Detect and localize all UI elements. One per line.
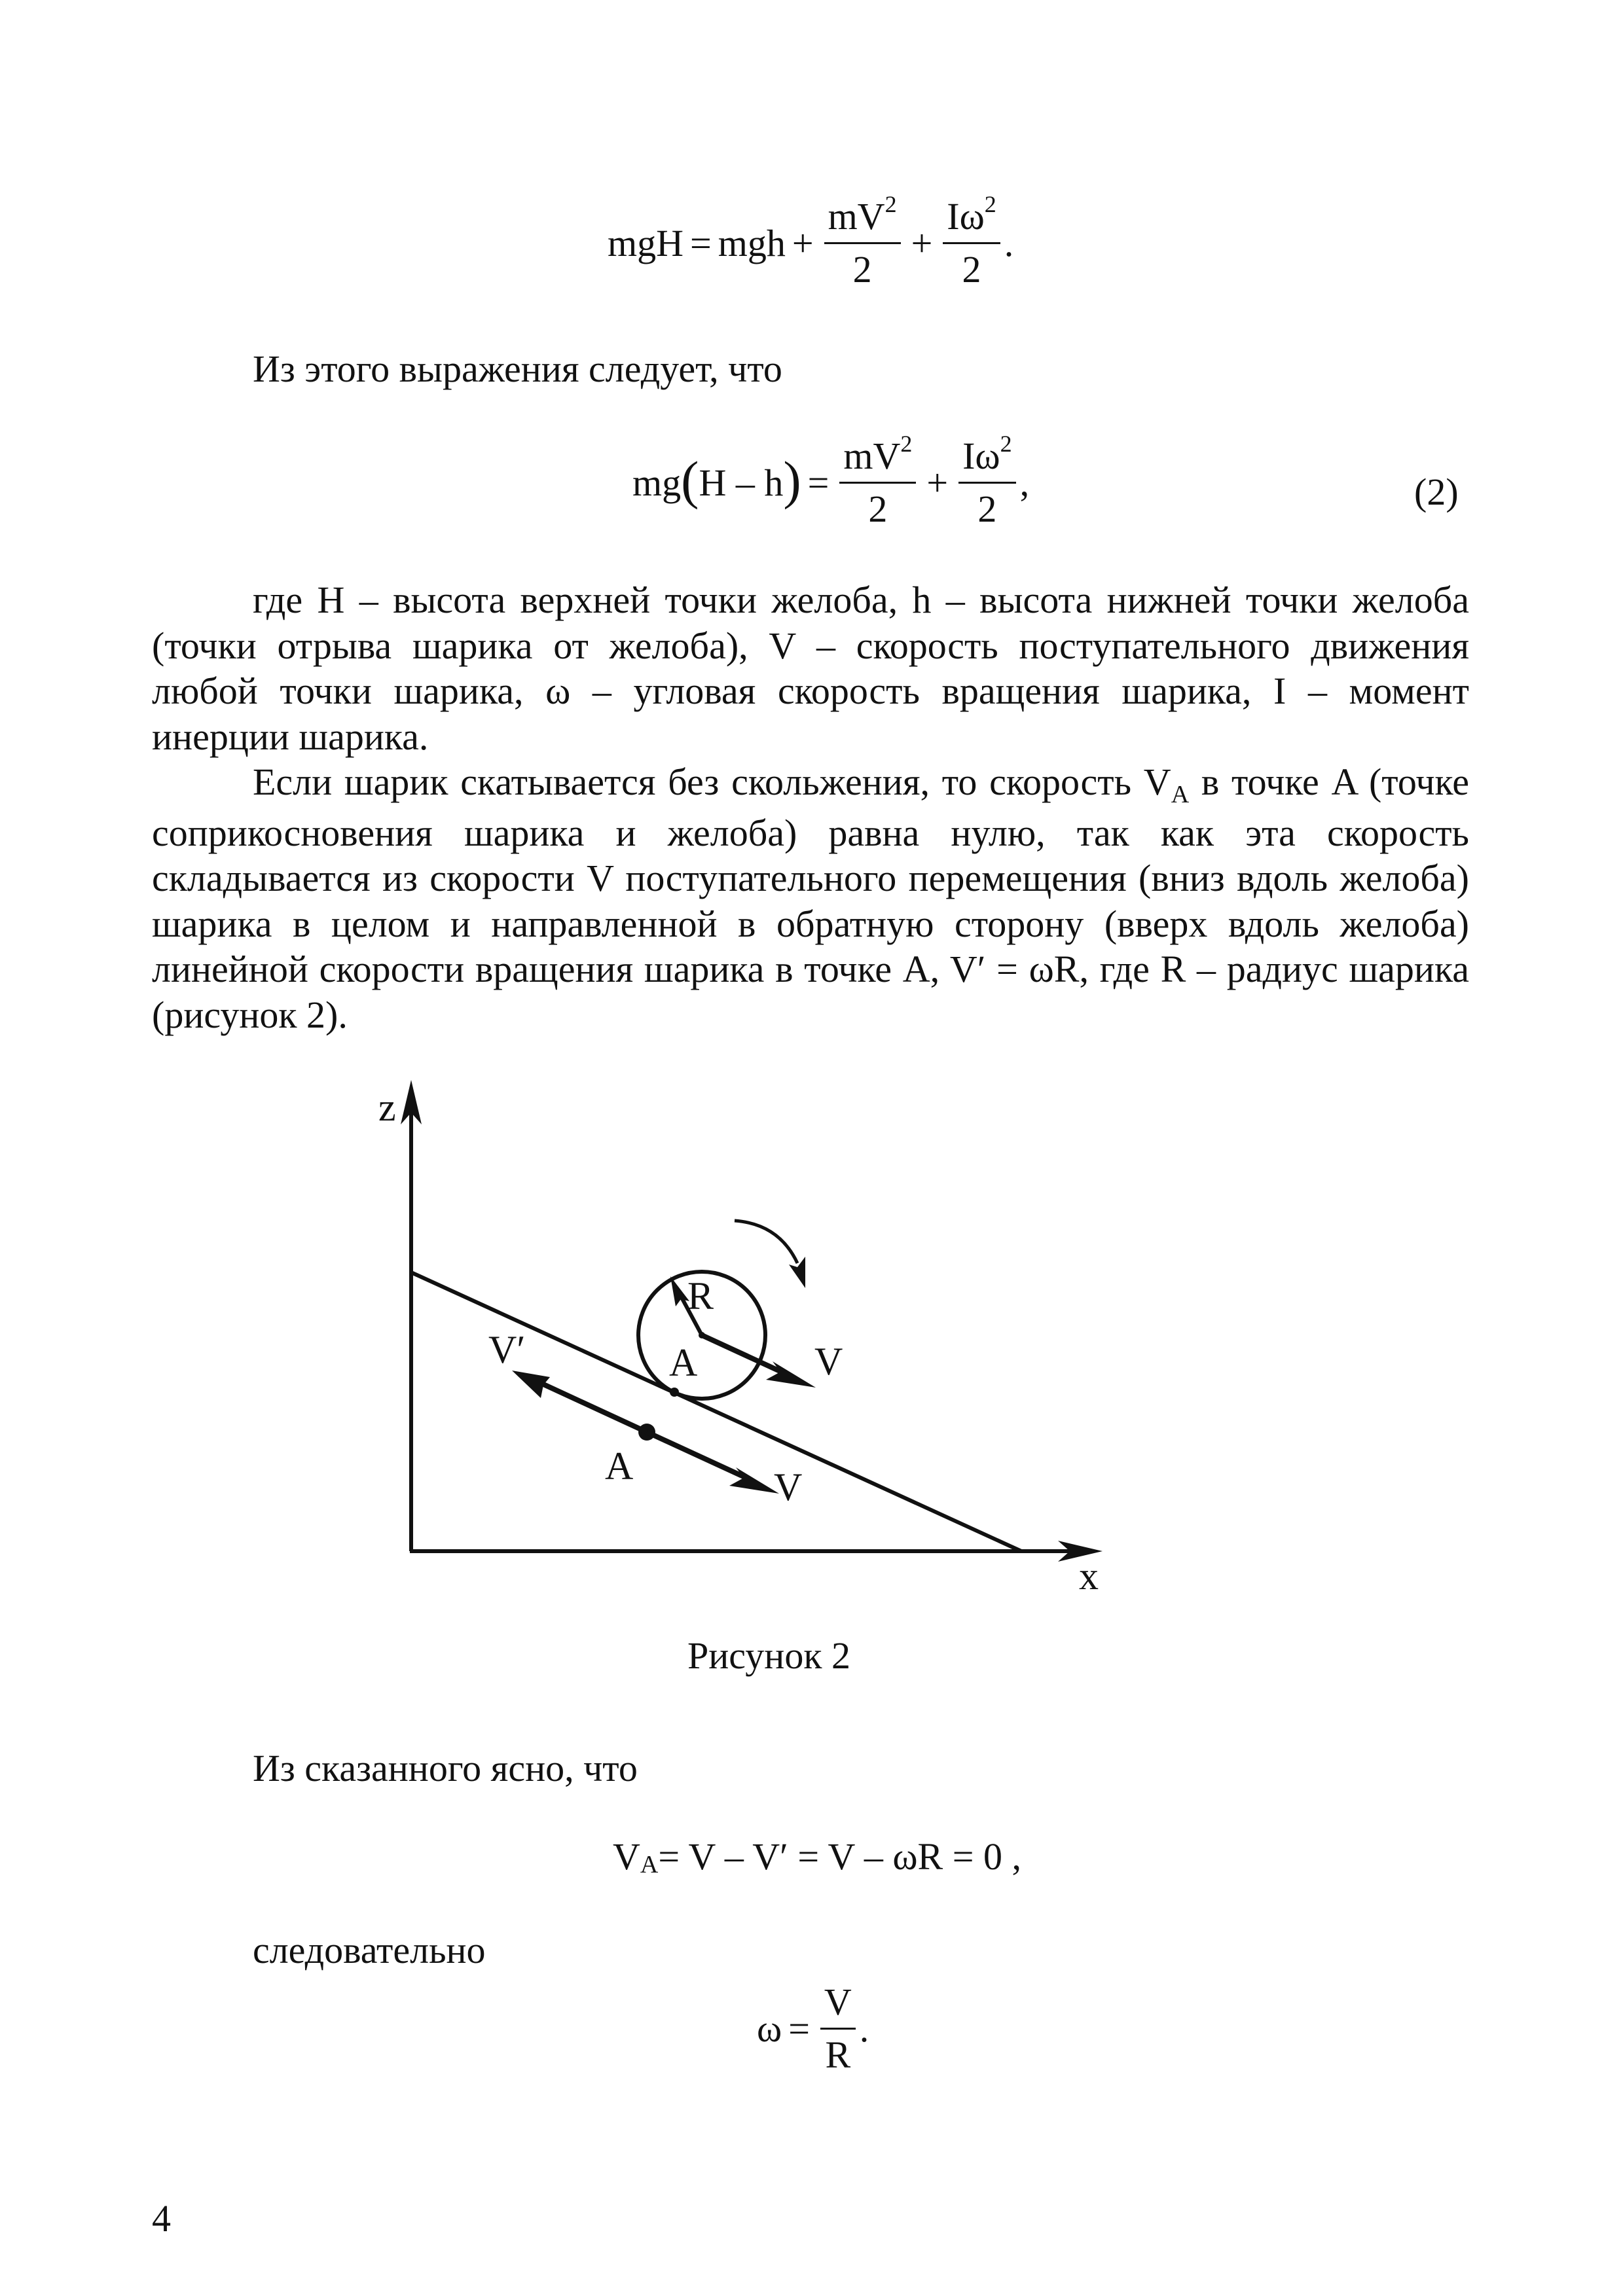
eq2-frac2-den: 2 <box>977 488 997 530</box>
label-A-point: A <box>605 1444 634 1488</box>
vprime-line <box>543 1384 647 1432</box>
eq2-frac1-num: mV <box>843 435 901 477</box>
label-x: x <box>1079 1554 1099 1598</box>
label-V-prime: V′ <box>488 1328 526 1371</box>
intro-text-2: Из сказанного ясно, что <box>253 1747 638 1789</box>
eq2-lparen: ( <box>681 450 699 510</box>
eq4-num: V <box>820 1983 856 2030</box>
eq4-lhs: ω <box>757 2007 782 2050</box>
eq2-lhs-prefix: mg <box>632 461 682 504</box>
eq2-frac2-pow: 2 <box>1000 431 1012 457</box>
eq2-frac1-pow: 2 <box>900 431 913 457</box>
rotation-arc <box>735 1221 797 1263</box>
eq3-lhs: V <box>613 1835 640 1878</box>
eq1-frac1-den: 2 <box>852 248 872 291</box>
contact-point-dot <box>670 1388 679 1397</box>
eq1-frac1-num: mV <box>828 195 885 238</box>
figure-caption: Рисунок 2 <box>687 1634 850 1677</box>
label-V-point: V <box>774 1465 803 1509</box>
eq2-rparen: ) <box>783 450 801 510</box>
eq1-plus1: + <box>792 221 814 264</box>
label-V-ball: V <box>814 1340 843 1383</box>
intro-text-3: следовательно <box>253 1929 486 1971</box>
eq1-frac2-num: Iω <box>947 195 985 238</box>
eq1-plus2: + <box>911 221 933 264</box>
label-A-ball: A <box>669 1341 698 1384</box>
eq3-lhs-sub: A <box>640 1851 659 1878</box>
eq1-end: . <box>1004 221 1014 264</box>
paragraph-rolling-part1: Если шарик скатывается без скольжения, то скорость V <box>253 761 1171 803</box>
eq2-inner: H – h <box>699 461 784 504</box>
eq4-den: R <box>825 2034 851 2076</box>
eq3-rest: = V – V′ = V – ωR = 0 , <box>658 1835 1021 1878</box>
eq4-end: . <box>859 2007 869 2050</box>
radius-arrowhead-icon <box>670 1276 689 1306</box>
eq1-frac2-den: 2 <box>962 248 981 291</box>
eq2-end: , <box>1019 461 1030 504</box>
ball-velocity-arrowhead-icon <box>766 1361 816 1388</box>
eq1-frac1-pow: 2 <box>884 191 897 217</box>
eq1-frac2-pow: 2 <box>984 191 996 217</box>
eq2-plus: + <box>926 461 949 504</box>
eq1-equals: = <box>690 221 712 264</box>
incline-line <box>411 1272 1021 1551</box>
paragraph-rolling-part2: в точке A (точке соприкосновения шарика и желоба) равна нулю, так как эта скорость складывается из скорости V поступательного перемещения (вниз вдоль желоба) шарика в целом и направленной в обратную сторону (вверх вдоль желоба) линейной скорости вращения шарика в точке A, V′ = ωR, где R – радиус шарика (рисунок 2). <box>152 761 1469 1036</box>
paragraph-definitions: где H – высота верхней точки желоба, h – высота нижней точки желоба (точки отрыва шарика от желоба), V – скорость поступательного движения любой точки шарика, ω – угловая скорость вращения шарика, I – момент инерции шарика. <box>152 579 1469 758</box>
eq4-equals: = <box>788 2007 810 2050</box>
eq2-frac1-den: 2 <box>868 488 888 530</box>
eq4-fraction <box>820 1983 856 2074</box>
eq1-term1: mgh <box>718 221 786 264</box>
label-z: z <box>378 1086 396 1129</box>
label-R: R <box>687 1274 714 1318</box>
eq2-frac2-num: Iω <box>962 435 1000 477</box>
ball-velocity-line <box>702 1335 786 1374</box>
equation-number: (2) <box>1414 471 1459 513</box>
equation-4 <box>757 1983 869 2074</box>
intro-text-1: Из этого выражения следует, что <box>253 348 782 390</box>
page-number: 4 <box>152 2197 171 2240</box>
eq2-equals: = <box>807 461 830 504</box>
equation-3 <box>613 1835 1021 1878</box>
paragraph-rolling-sub: A <box>1171 781 1190 808</box>
point-velocity-line <box>647 1432 746 1478</box>
eq1-lhs: mgH <box>608 221 684 264</box>
